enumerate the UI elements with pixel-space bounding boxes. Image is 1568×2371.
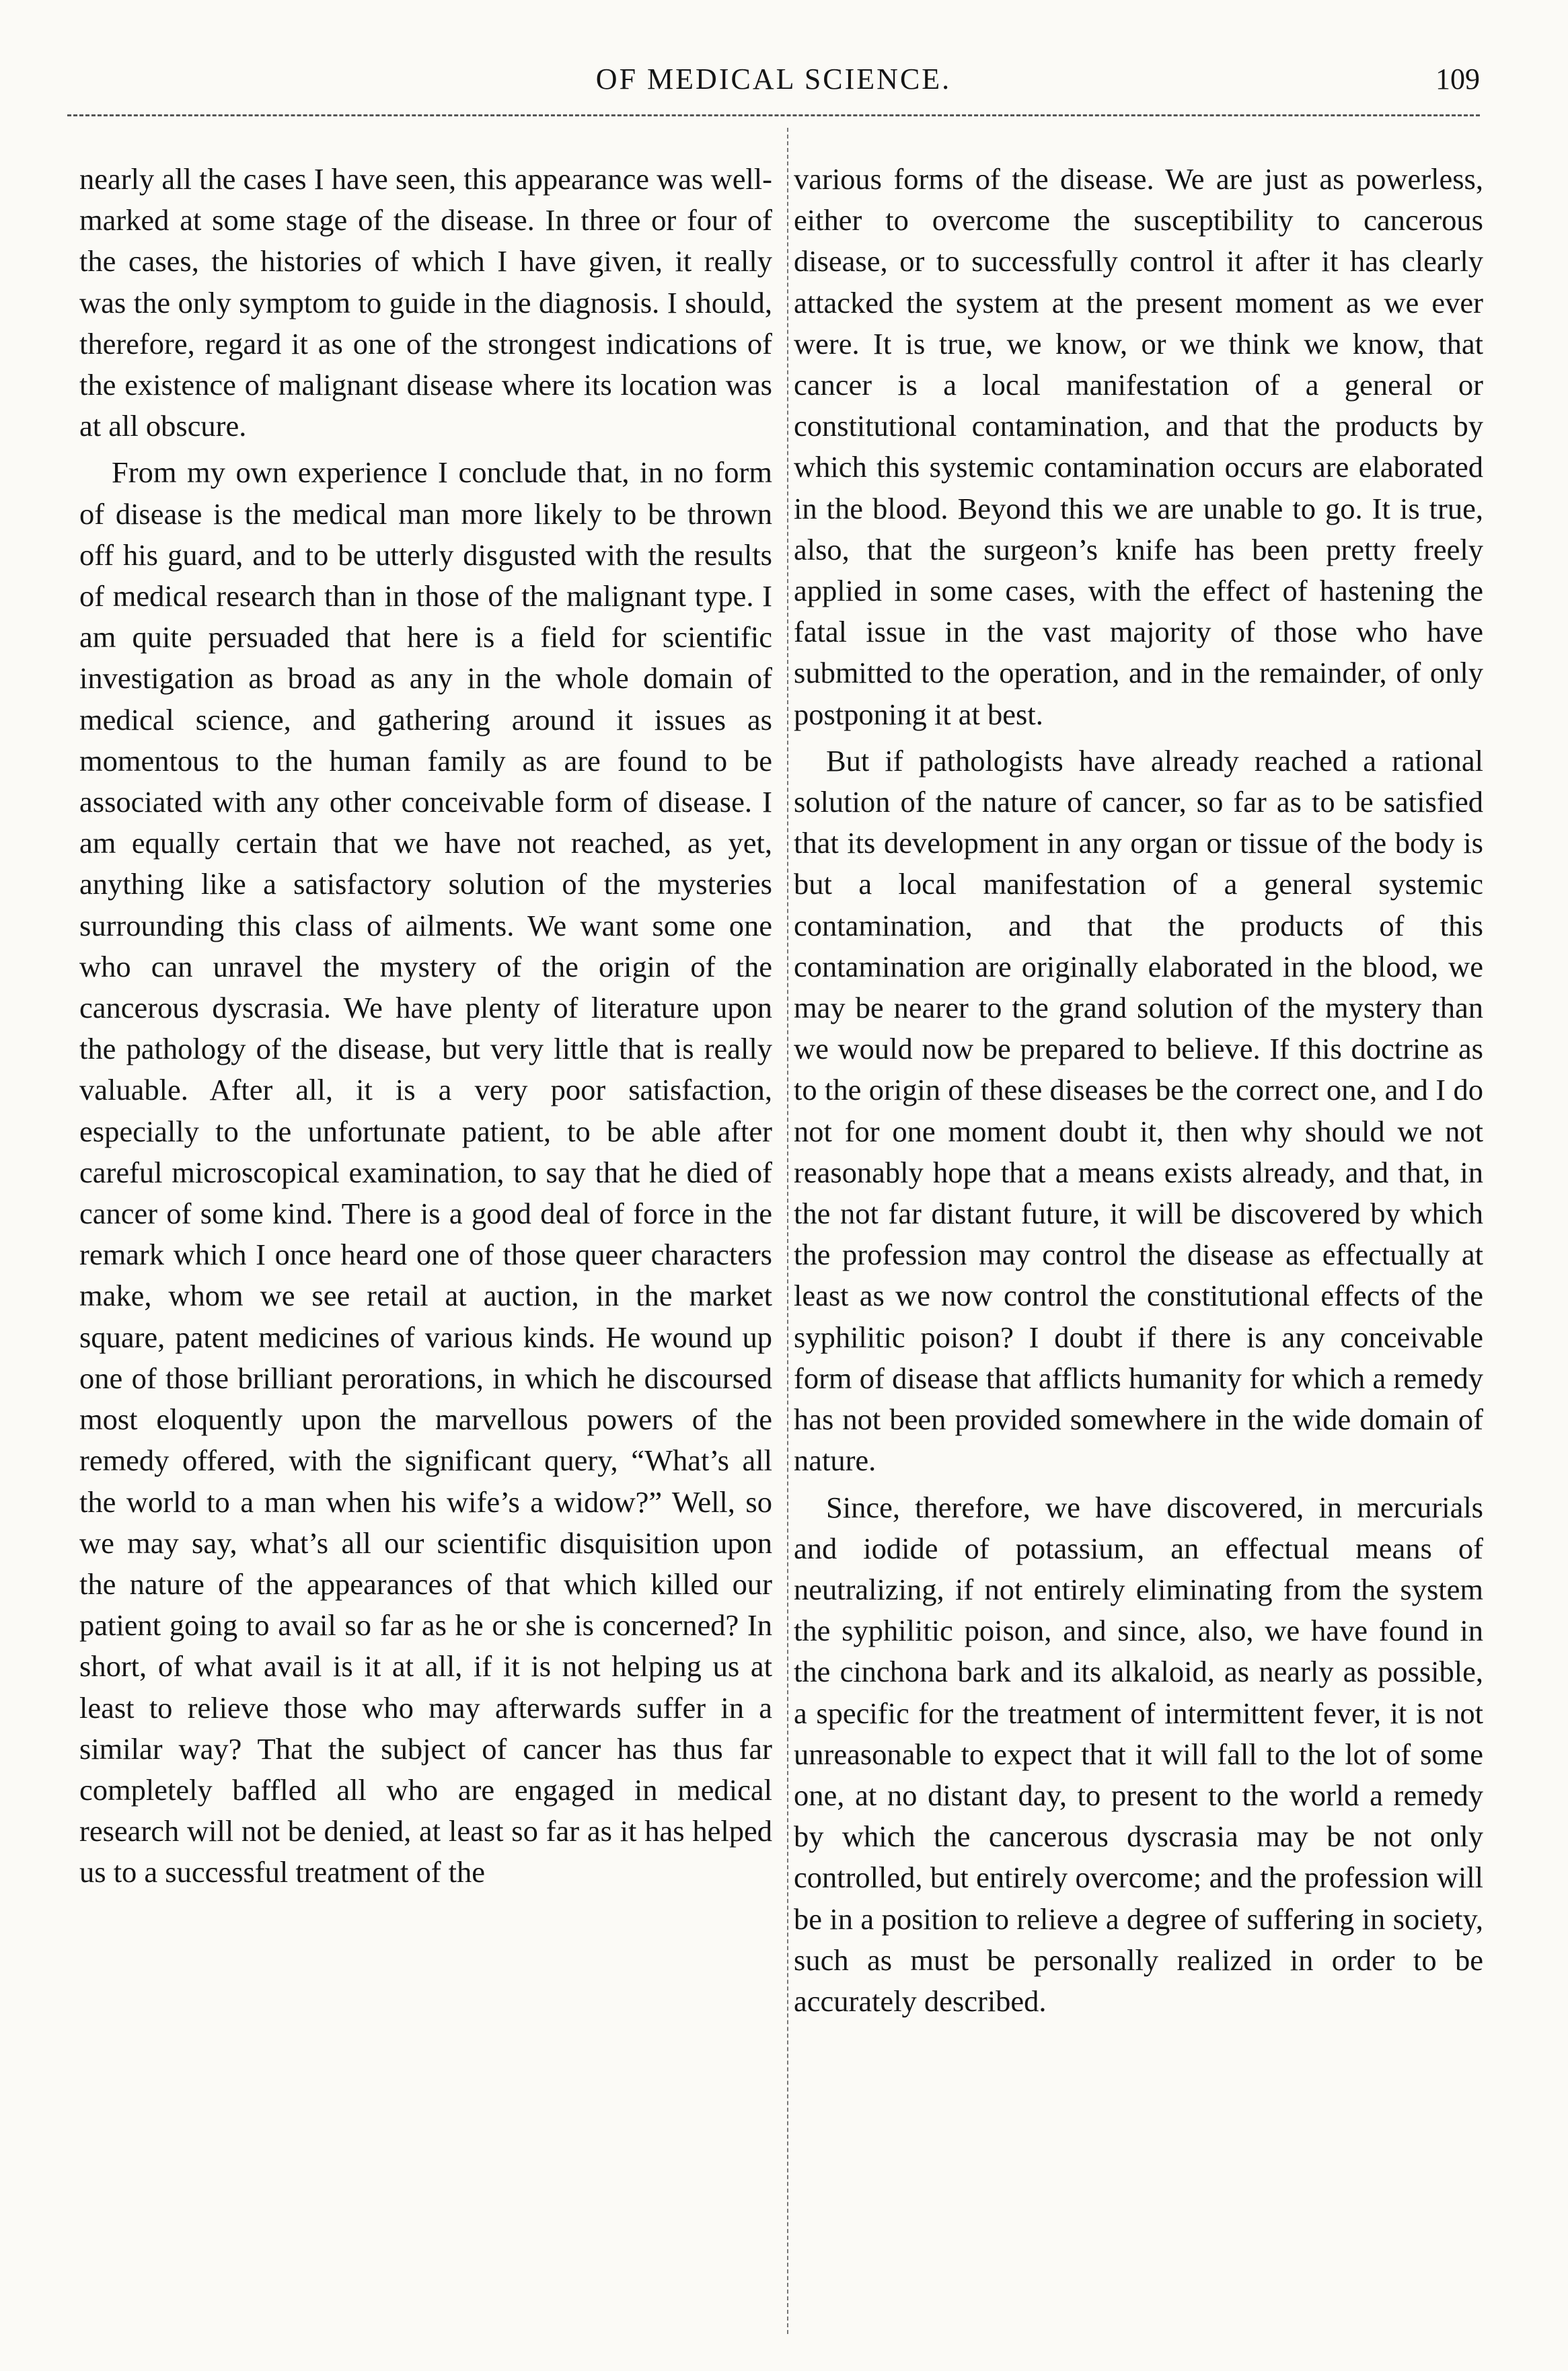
right-column [794,159,1483,2022]
paragraph: But if pathologists have already reached a rational solution of the nature of cancer, so far as to be satisfied that its development in any organ or tissue of the body is but a local manifestation of a general systemic contamination, and that the products of this contamination are originally elaborated in the blood, we may be nearer to the grand solution of the mystery than we would now be prepared to believe. If this doctrine as to the origin of these diseases be the correct one, and I do not for one moment doubt it, then why should we not reasonably hope that a means exists already, and that, in the not far distant future, it will be discovered by which the profession may control the disease as effectually at least as we now control the constitutional effects of the syphilitic poison? I doubt if there is any conceivable form of disease that afflicts humanity for which a remedy has not been provided somewhere in the wide domain of nature. [794,743,1483,1478]
paragraph: From my own experience I conclude that, in no form of disease is the medical man more likely to be thrown off his guard, and to be utterly disgusted with the results of medical research than in those of the malignant type. I am quite persuaded that here is a field for scientific investigation as broad as any in the whole domain of medical science, and gathering around it issues as momentous to the human family as are found to be associated with any other conceivable form of disease. I am equally certain that we have not reached, as yet, anything like a satisfactory solution of the mysteries surrounding this class of ailments. We want some one who can unravel the mystery of the origin of the cancerous dyscrasia. We have plenty of literature upon the pathology of the disease, but very little that is really valuable. After all, it is a very poor satisfaction, especially to the unfortunate patient, to be able after careful microscopical examination, to say that he died of cancer of some kind. There is a good deal of force in the remark which I once heard one of those queer characters make, whom we see retail at auction, in the market square, patent medicines of various kinds. He wound up one of those brilliant perorations, in which he discoursed most eloquently upon the marvellous powers of the remedy offered, with the significant query, “What’s all the world to a man when his wife’s a widow?” Well, so we may say, what’s all our scientific disquisition upon the nature of the appearances of that which killed our patient going to avail so far as he or she is concerned? In short, of what avail is it at all, if it is not helping us at least to relieve those who may afterwards suffer in a similar way? That the subject of cancer has thus far completely baffled all who are engaged in medical research will not be denied, at least so far as it has helped us to a successful treatment of the [79,455,772,1889]
paragraph: Since, therefore, we have discovered, in mercurials and iodide of potassium, an effectual means of neutralizing, if not entirely eliminating from the system the syphilitic poison, and since, also, we have found in the cinchona bark and its alkaloid, as nearly as possible, a specific for the treatment of intermittent fever, it is not unreasonable to expect that it will fall to the lot of some one, at no distant day, to present to the world a remedy by which the cancerous dyscrasia may be not only controlled, but entirely overcome; and the profession will be in a position to relieve a degree of suffering in society, such as must be personally realized in order to be accurately described. [794,1490,1483,2018]
header-rule [67,114,1480,116]
running-title: OF MEDICAL SCIENCE. [595,63,952,96]
paragraph: various forms of the disease. We are just as powerless, either to overcome the susceptibility to cancerous disease, or to successfully control it after it has clearly attacked the system at the present moment as we ever were. It is true, we know, or we think we know, that cancer is a local manifestation of a general or constitutional contamination, and that the products by which this systemic contamination occurs are elaborated in the blood. Beyond this we are unable to go. It is true, also, that the surgeon’s knife has been pretty freely applied in some cases, with the effect of hastening the fatal issue in the vast majority of those who have submitted to the operation, and in the remainder, of only postponing it at best. [794,162,1483,731]
paragraph: nearly all the cases I have seen, this appearance was well-marked at some stage of the disease. In three or four of the cases, the histories of which I have given, it really was the only symptom to guide in the diagnosis. I should, therefore, regard it as one of the strongest indications of the existence of malignant disease where its location was at all obscure. [79,162,772,443]
column-divider [787,128,788,2334]
left-column [79,159,772,1893]
page-number: 109 [1435,63,1480,96]
page-header [67,62,1480,116]
